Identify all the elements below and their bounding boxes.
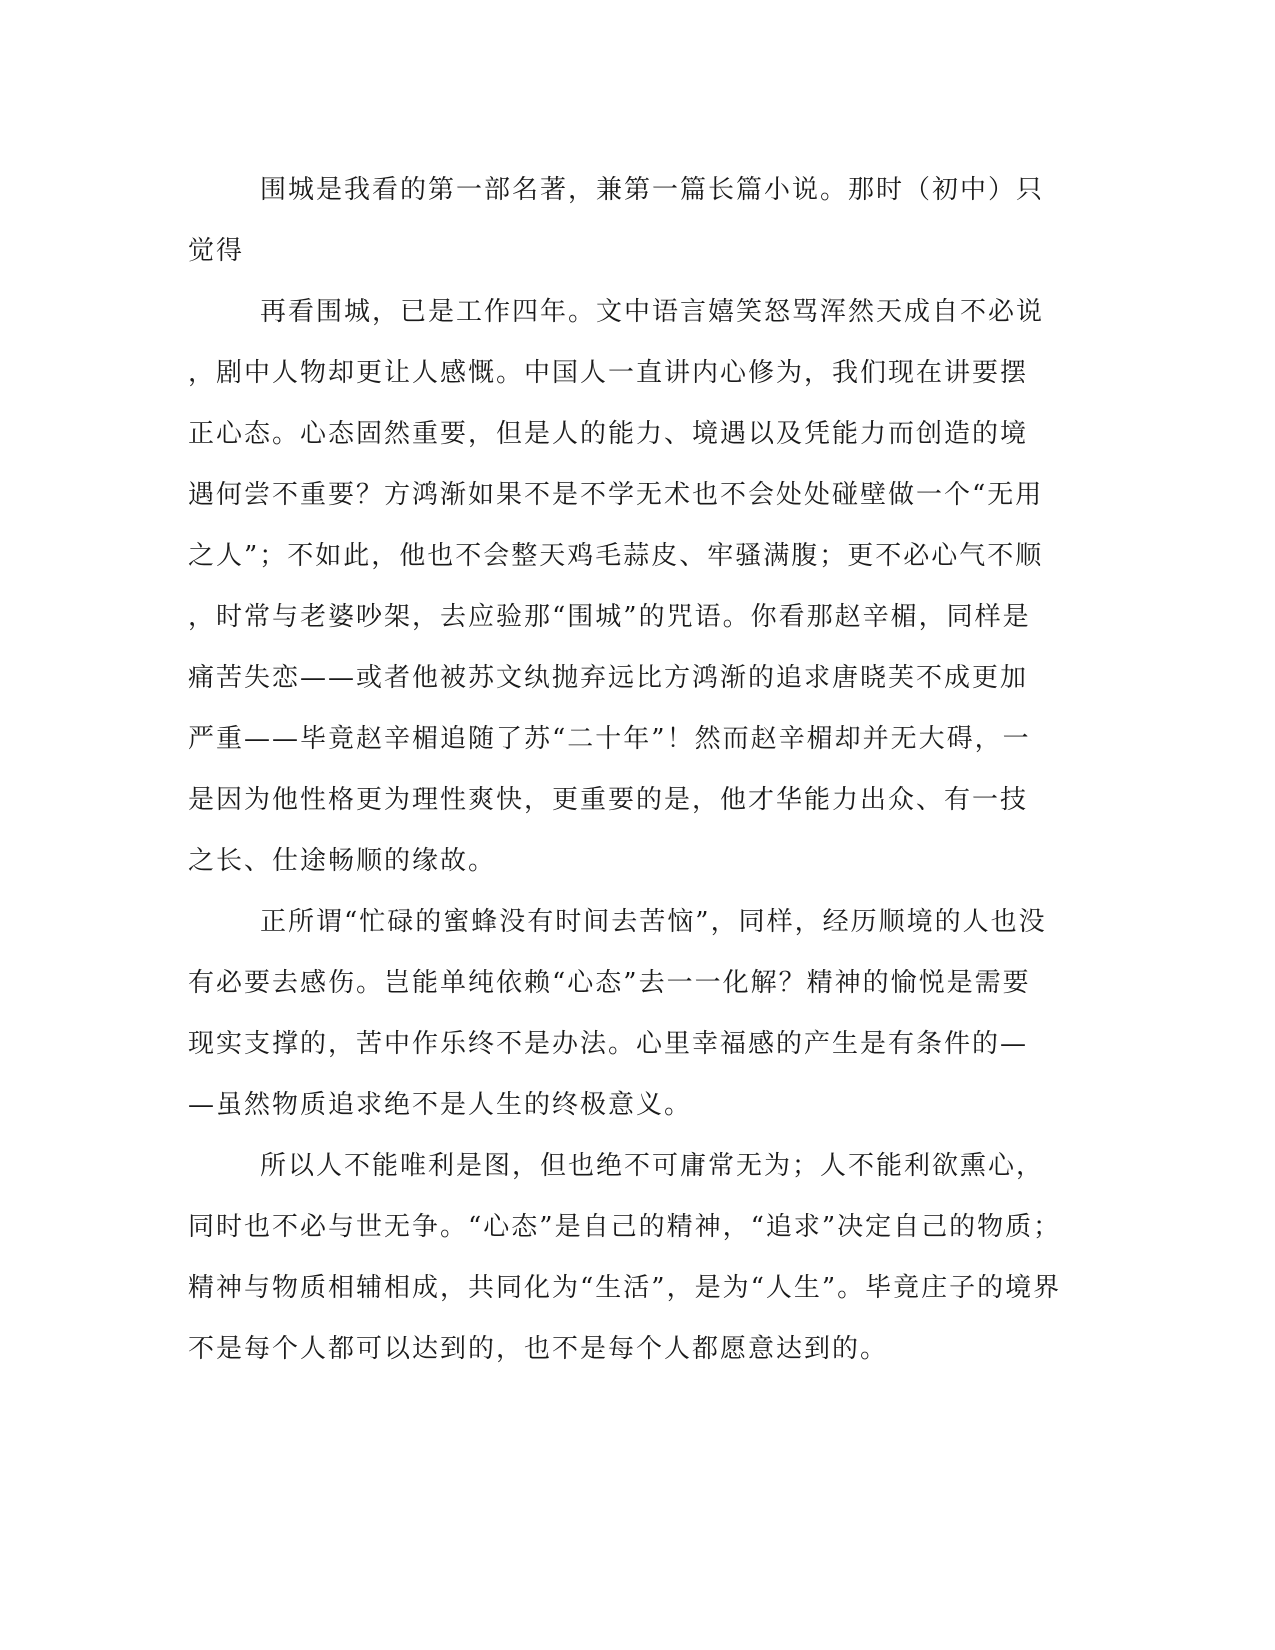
paragraph-2-line-1: 再看围城，已是工作四年。文中语言嬉笑怒骂浑然天成自不必说 (260, 297, 1045, 327)
paragraph-1-line-2: 觉得 (188, 236, 245, 266)
paragraph-2-line-2: ，剧中人物却更让人感慨。中国人一直讲内心修为，我们现在讲要摆 (188, 358, 1029, 388)
paragraph-3-line-1: 正所谓“忙碌的蜜蜂没有时间去苦恼”，同样，经历顺境的人也没 (260, 907, 1047, 937)
paragraph-2-line-5: 之人”；不如此，他也不会整天鸡毛蒜皮、牢骚满腹；更不必心气不顺 (188, 541, 1044, 571)
paragraph-2-line-8: 严重——毕竟赵辛楣追随了苏“二十年”！然而赵辛楣却并无大碍，一 (188, 724, 1031, 754)
paragraph-3-line-3: 现实支撑的，苦中作乐终不是办法。心里幸福感的产生是有条件的— (188, 1029, 1029, 1059)
paragraph-2-line-4: 遇何尝不重要？方鸿渐如果不是不学无术也不会处处碰壁做一个“无用 (188, 480, 1044, 510)
paragraph-2-line-9: 是因为他性格更为理性爽快，更重要的是，他才华能力出众、有一技 (188, 785, 1029, 815)
document-body (188, 160, 1088, 1380)
paragraph-3-line-4: —虽然物质追求绝不是人生的终极意义。 (188, 1090, 693, 1120)
paragraph-4-line-4: 不是每个人都可以达到的，也不是每个人都愿意达到的。 (188, 1334, 889, 1364)
paragraph-1-line-1: 围城是我看的第一部名著，兼第一篇长篇小说。那时（初中）只 (260, 175, 1045, 205)
paragraph-2-line-7: 痛苦失恋——或者他被苏文纨抛弃远比方鸿渐的追求唐晓芙不成更加 (188, 663, 1029, 693)
paragraph-2-line-3: 正心态。心态固然重要，但是人的能力、境遇以及凭能力而创造的境 (188, 419, 1029, 449)
paragraph-4-line-3: 精神与物质相辅相成，共同化为“生活”，是为“人生”。毕竟庄子的境界 (188, 1273, 1062, 1303)
paragraph-2-line-6: ，时常与老婆吵架，去应验那“围城”的咒语。你看那赵辛楣，同样是 (188, 602, 1031, 632)
paragraph-2-line-10: 之长、仕途畅顺的缘故。 (188, 846, 497, 876)
paragraph-4-line-2: 同时也不必与世无争。“心态”是自己的精神，“追求”决定自己的物质； (188, 1212, 1062, 1242)
paragraph-4-line-1: 所以人不能唯利是图，但也绝不可庸常无为；人不能利欲熏心， (260, 1151, 1045, 1181)
paragraph-3-line-2: 有必要去感伤。岂能单纯依赖“心态”去一一化解？精神的愉悦是需要 (188, 968, 1031, 998)
